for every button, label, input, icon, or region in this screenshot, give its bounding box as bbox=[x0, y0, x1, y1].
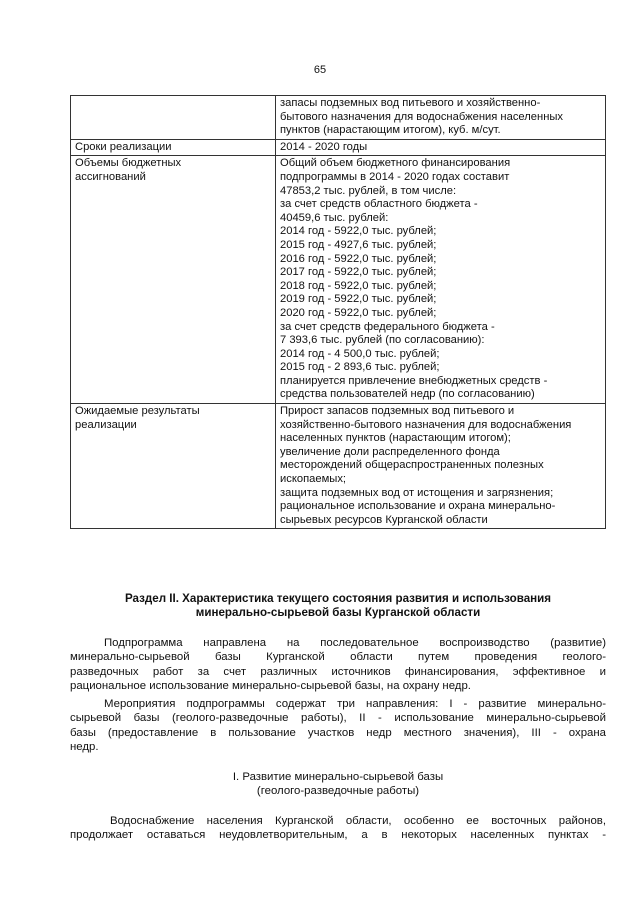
cell-label-budget bbox=[71, 156, 276, 404]
budget-line: 2020 год - 5922,0 тыс. рублей; bbox=[280, 306, 437, 319]
paragraph-line: недр. bbox=[70, 741, 99, 754]
results-line: Прирост запасов подземных вод питьевого и bbox=[280, 405, 515, 418]
cell-value-budget bbox=[276, 156, 606, 404]
subsection-title-line: (геолого-разведочные работы) bbox=[256, 785, 420, 798]
paragraph-directions bbox=[70, 697, 606, 755]
budget-line: 2014 год - 4 500,0 тыс. рублей; bbox=[280, 347, 440, 360]
section-title bbox=[70, 592, 606, 620]
terms-line: 2014 - 2020 годы bbox=[280, 140, 368, 153]
passport-table bbox=[70, 95, 606, 529]
cell-label-results bbox=[71, 404, 276, 529]
results-line: хозяйственно-бытового назначения для водоснабжения bbox=[280, 418, 572, 431]
reserves-line: пунктов (нарастающим итогом), куб. м/сут. bbox=[280, 124, 501, 137]
paragraph-line: минерально-сырьевой базы Курганской области путем проведения геолого- bbox=[70, 651, 606, 664]
paragraph-line: сырьевой базы (геолого-разведочные работы), II - использование минерально-сырьевой bbox=[70, 712, 606, 725]
paragraph-line: базы (предоставление в пользование участков недр местного значения), III - охрана bbox=[70, 726, 606, 739]
budget-line: 2016 год - 5922,0 тыс. рублей; bbox=[280, 252, 437, 265]
budget-label-line: Объемы бюджетных bbox=[75, 157, 182, 170]
budget-line: средства пользователей недр (по согласованию) bbox=[280, 388, 535, 401]
budget-line: 47853,2 тыс. рублей, в том числе: bbox=[280, 184, 457, 197]
results-line: сырьевых ресурсов Курганской области bbox=[280, 513, 488, 526]
paragraph-water-supply bbox=[70, 814, 606, 843]
paragraph-line: рациональное использование минерально-сырьевой базы, на охрану недр. bbox=[70, 680, 471, 693]
budget-line: 2015 год - 2 893,6 тыс. рублей; bbox=[280, 361, 440, 374]
budget-line: планируется привлечение внебюджетных средств - bbox=[280, 374, 548, 387]
results-label-line: Ожидаемые результаты bbox=[75, 405, 200, 418]
table-row-terms bbox=[71, 139, 606, 156]
budget-line: 2017 год - 5922,0 тыс. рублей; bbox=[280, 266, 437, 279]
paragraph-line: Подпрограмма направлена на последовательное воспроизводство (развитие) bbox=[104, 637, 606, 649]
results-line: ископаемых; bbox=[280, 473, 347, 486]
cell-label-reserves bbox=[71, 96, 276, 140]
cell-value-reserves bbox=[276, 96, 606, 140]
reserves-line: бытового назначения для водоснабжения населенных bbox=[280, 110, 564, 123]
subsection-title bbox=[70, 770, 606, 799]
results-line: месторождений общераспространенных полезных bbox=[280, 459, 544, 472]
results-line: населенных пунктов (нарастающим итогом); bbox=[280, 432, 511, 445]
budget-line: 2015 год - 4927,6 тыс. рублей; bbox=[280, 238, 437, 251]
paragraph-intro bbox=[70, 636, 606, 694]
results-label-line: реализации bbox=[75, 418, 137, 431]
subsection-title-line: I. Развитие минерально-сырьевой базы bbox=[232, 771, 444, 783]
budget-label-line: ассигнований bbox=[75, 170, 146, 183]
page-number: 65 bbox=[313, 64, 327, 76]
paragraph-line: Водоснабжение населения Курганской области, особенно ее восточных районов, bbox=[110, 815, 606, 827]
section-title-line: минерально-сырьевой базы Курганской области bbox=[195, 606, 481, 619]
paragraph-line: продолжает оставаться неудовлетворительным, а в некоторых населенных пунктах - bbox=[70, 829, 606, 842]
budget-line: 2014 год - 5922,0 тыс. рублей; bbox=[280, 225, 437, 238]
budget-line: 2019 год - 5922,0 тыс. рублей; bbox=[280, 293, 437, 306]
budget-line: 2018 год - 5922,0 тыс. рублей; bbox=[280, 279, 437, 292]
paragraph-line: разведочных работ за счет различных источников финансирования, эффективное и bbox=[70, 665, 606, 678]
budget-line: Общий объем бюджетного финансирования bbox=[280, 157, 511, 170]
results-line: увеличение доли распределенного фонда bbox=[280, 445, 500, 458]
budget-line: подпрограммы в 2014 - 2020 годах составит bbox=[280, 170, 510, 183]
cell-value-terms bbox=[276, 139, 606, 156]
budget-line: 7 393,6 тыс. рублей (по согласованию): bbox=[280, 334, 485, 347]
budget-line: за счет средств федерального бюджета - bbox=[280, 320, 495, 333]
results-line: защита подземных вод от истощения и загрязнения; bbox=[280, 486, 554, 499]
results-line: рациональное использование и охрана минерально- bbox=[280, 500, 556, 513]
section-title-line: Раздел II. Характеристика текущего состояния развития и использования bbox=[124, 592, 552, 605]
table-row-results bbox=[71, 404, 606, 529]
reserves-line: запасы подземных вод питьевого и хозяйственно- bbox=[280, 97, 541, 109]
table-row-budget bbox=[71, 156, 606, 404]
budget-line: 40459,6 тыс. рублей: bbox=[280, 211, 389, 224]
paragraph-line: Мероприятия подпрограммы содержат три направления: I - развитие минерально- bbox=[104, 698, 606, 710]
cell-label-terms: Сроки реализации bbox=[71, 139, 276, 156]
table-row-reserves bbox=[71, 96, 606, 140]
budget-line: за счет средств областного бюджета - bbox=[280, 198, 478, 211]
cell-value-results bbox=[276, 404, 606, 529]
